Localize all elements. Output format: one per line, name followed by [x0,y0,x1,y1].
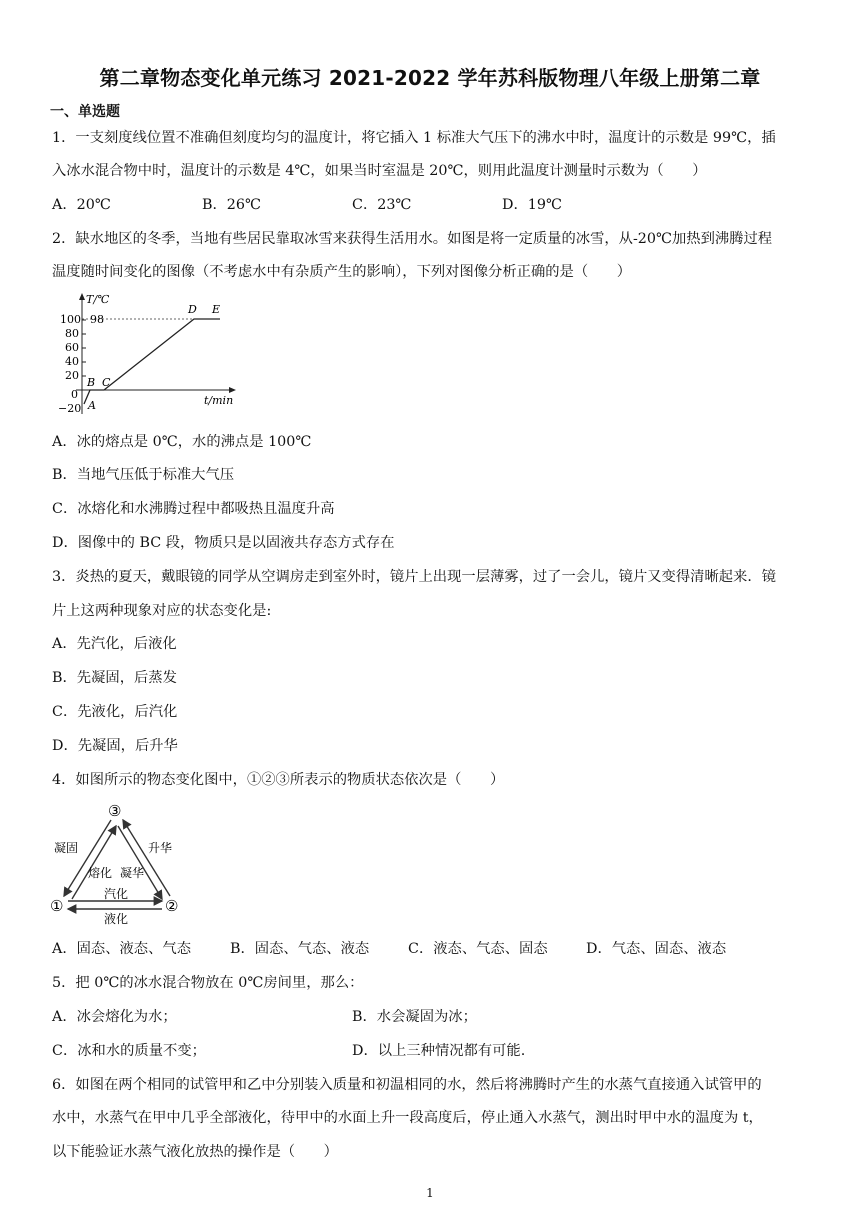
label-ninghua: 凝华 [120,866,145,880]
q1-option-a: A．20℃ [52,197,111,213]
graph-point-d: D [188,303,197,316]
document-title: 第二章物态变化单元练习 2021-2022 学年苏科版物理八年级上册第二章 [99,66,761,90]
q2-line2: 温度随时间变化的图像（不考虑水中有杂质产生的影响），下列对图像分析正确的是（ ） [52,264,632,280]
diagram-node-2: ② [165,897,179,915]
q3-line1: 3．炎热的夏天，戴眼镜的同学从空调房走到室外时，镜片上出现一层薄雾，过了一会儿，镜片又变得清晰起来．镜 [52,569,776,585]
graph-y-tick-20: 20 [65,369,79,382]
graph-point-a: A [88,399,96,412]
q4-line1: 4．如图所示的物态变化图中，①②③所表示的物质状态依次是（ ） [52,772,505,788]
q4-option-b: B．固态、气态、液态 [230,941,370,957]
graph-point-c: C [102,376,111,389]
graph-point-e: E [212,303,221,316]
diagram-node-3: ③ [108,802,122,820]
q3-option-d: D．先凝固，后升华 [52,738,178,754]
q2-option-c: C．冰熔化和水沸腾过程中都吸热且温度升高 [52,501,335,517]
graph-y-tick-80: 80 [65,327,79,340]
graph-x-label: t/min [204,394,234,407]
q5-option-d: D．以上三种情况都有可能. [352,1043,526,1059]
q3-option-a: A．先汽化，后液化 [52,636,177,652]
temperature-time-graph [54,290,244,418]
graph-y-tick-0: 0 [71,388,78,401]
q3-option-b: B．先凝固，后蒸发 [52,670,177,686]
q2-option-a: A．冰的熔点是 0℃，水的沸点是 100℃ [52,434,312,450]
graph-point-b: B [87,376,96,389]
q3-line2: 片上这两种现象对应的状态变化是: [52,603,272,619]
graph-y-tick-neg20: −20 [58,402,82,415]
q5-option-a: A．冰会熔化为水； [52,1009,177,1025]
graph-dashed-value: 98 [90,313,104,326]
q6-line2: 水中，水蒸气在甲中几乎全部液化，待甲中的水面上升一段高度后，停止通入水蒸气，测出时甲中水的温度为 t， [52,1110,763,1126]
q4-option-a: A．固态、液态、气态 [52,941,191,957]
label-ronghua: 熔化 [88,866,113,880]
graph-y-tick-40: 40 [65,355,79,368]
q6-line3: 以下能验证水蒸气液化放热的操作是（ ） [52,1144,338,1160]
graph-y-label: T/℃ [86,293,110,306]
q3-option-c: C．先液化，后汽化 [52,704,178,720]
section-heading: 一、单选题 [50,104,120,120]
page-number: 1 [426,1186,434,1200]
q1-option-d: D．19℃ [502,197,562,213]
graph-y-tick-60: 60 [65,341,79,354]
q2-option-b: B．当地气压低于标准大气压 [52,467,235,483]
q5-option-b: B．水会凝固为冰； [352,1009,477,1025]
q4-option-d: D．气态、固态、液态 [586,941,727,957]
q4-option-c: C．液态、气态、固态 [408,941,548,957]
q1-line2: 入冰水混合物中时，温度计的示数是 4℃，如果当时室温是 20℃，则用此温度计测量时示数为（ ） [52,163,707,179]
label-qihua: 汽化 [104,887,129,901]
q2-line1: 2．缺水地区的冬季，当地有些居民靠取冰雪来获得生活用水。如图是将一定质量的冰雪，从-20℃加热到沸腾过程 [52,231,773,247]
q1-option-b: B．26℃ [202,197,261,213]
q2-option-d: D．图像中的 BC 段，物质只是以固液共存态方式存在 [52,535,395,551]
q1-option-c: C．23℃ [352,197,412,213]
q5-line1: 5．把 0℃的冰水混合物放在 0℃房间里，那么： [52,975,364,991]
graph-y-tick-100: 100 [60,313,81,326]
label-ningu: 凝固 [54,841,79,855]
label-shenghua: 升华 [148,841,173,855]
diagram-node-1: ① [50,897,64,915]
q5-option-c: C．冰和水的质量不变； [52,1043,206,1059]
label-yehua: 液化 [104,912,129,926]
q1-line1: 1．一支刻度线位置不准确但刻度均匀的温度计，将它插入 1 标准大气压下的沸水中时，温度计的示数是 99℃，插 [52,130,776,146]
state-change-diagram [50,798,185,926]
q6-line1: 6．如图在两个相同的试管甲和乙中分别装入质量和初温相同的水，然后将沸腾时产生的水蒸气直接通入试管甲的 [52,1077,762,1093]
